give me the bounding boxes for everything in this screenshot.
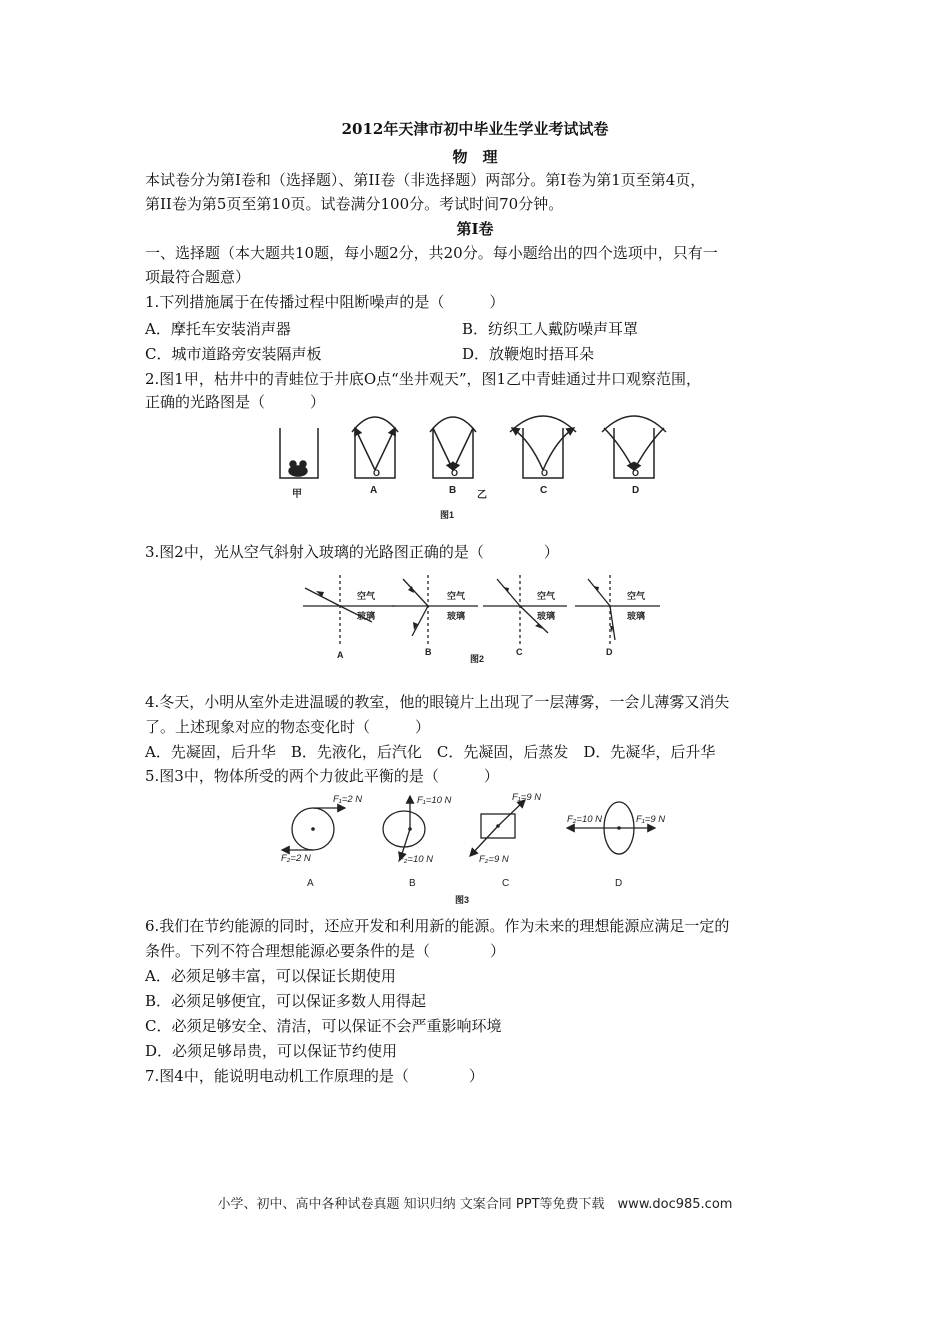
fig2-air-d: 空气 [627,591,646,601]
fig1-point-d: O [632,468,640,478]
fig3-d-f1: F₁=9 N [636,814,666,825]
fig3-b-f1: F₁=10 N [417,795,452,806]
fig2-label-c: C [516,647,523,657]
fig3-label-c: C [502,878,510,889]
figure-3 [270,786,690,906]
q2-stem-2: 正确的光路图是（ ） [145,393,326,411]
q1-option-a: A．摩托车安装消声器 [145,320,291,338]
fig2-glass-b: 玻璃 [447,611,466,621]
page-footer: 小学、初中、高中各种试卷真题 知识归纳 文案合同 PPT等免费下载 www.doc985.com [217,1197,733,1212]
q4-stem-1: 4.冬天，小明从室外走进温暖的教室，他的眼镜片上出现了一层薄雾，一会儿薄雾又消失 [145,693,730,711]
part1-line-2: 项最符合题意） [145,268,251,286]
q5-stem: 5.图3中，物体所受的两个力彼此平衡的是（ ） [145,767,499,785]
q4-options: A．先凝固，后升华 B．先液化，后汽化 C．先凝固，后蒸发 D．先凝华，后升华 [145,743,716,761]
fig2-glass-c: 玻璃 [537,611,556,621]
fig3-c-f2: F₂=9 N [479,854,509,865]
fig1-label-jia: 甲 [292,489,302,500]
intro-line-1: 本试卷分为第I卷和（选择题）、第II卷（非选择题）两部分。第I卷为第1页至第4页， [145,171,706,189]
fig1-label-c: C [540,485,548,496]
fig2-label-d: D [606,647,613,657]
figure-2 [300,566,670,666]
subject-title: 物 理 [452,148,498,166]
fig3-label-b: B [409,878,416,889]
q6-stem-2: 条件。下列不符合理想能源必要条件的是（ ） [145,942,506,960]
q7-stem: 7.图4中，能说明电动机工作原理的是（ ） [145,1067,484,1085]
fig1-label-a: A [370,485,378,496]
q6-stem-1: 6.我们在节约能源的同时，还应开发和利用新的能源。作为未来的理想能源应满足一定的 [145,917,730,935]
fig3-d-f2: F₂=10 N [567,814,603,825]
part1-line-1: 一、选择题（本大题共10题，每小题2分，共20分。每小题给出的四个选项中，只有一 [145,244,718,262]
q2-stem-1: 2.图1甲，枯井中的青蛙位于井底O点“坐井观天”，图1乙中青蛙通过井口观察范围， [145,370,702,388]
fig3-label-a: A [307,878,314,889]
fig2-glass-d: 玻璃 [627,611,646,621]
q6-option-d: D．必须足够昂贵，可以保证节约使用 [145,1042,398,1060]
q6-option-b: B．必须足够便宜，可以保证多数人用得起 [145,992,427,1010]
fig1-caption: 图1 [440,510,455,520]
q6-option-c: C．必须足够安全、清洁，可以保证不会严重影响环境 [145,1017,502,1035]
section-title: 第I卷 [456,220,494,238]
fig1-label-yi: 乙 [477,490,487,501]
q3-stem: 3.图2中，光从空气斜射入玻璃的光路图正确的是（ ） [145,543,559,561]
fig1-point-c: O [541,468,549,478]
fig2-air-c: 空气 [537,591,556,601]
fig2-glass-a: 玻璃 [357,611,376,621]
q4-stem-2: 了。上述现象对应的物态变化时（ ） [145,718,431,736]
fig3-label-d: D [615,878,623,889]
fig3-a-f2: F₂=2 N [281,853,311,864]
fig3-caption: 图3 [455,895,470,905]
fig2-label-a: A [337,650,344,660]
exam-title: 2012年天津市初中毕业生学业考试试卷 [341,120,609,138]
fig1-point-b: O [451,468,459,478]
fig1-point-a: O [373,468,381,478]
fig2-caption: 图2 [470,654,485,664]
q1-stem: 1.下列措施属于在传播过程中阻断噪声的是（ ） [145,293,505,311]
q6-option-a: A．必须足够丰富，可以保证长期使用 [145,967,396,985]
fig3-c-f1: F₁=9 N [512,792,542,803]
fig2-label-b: B [425,647,432,657]
figure-1 [270,412,690,524]
fig1-label-d: D [632,485,640,496]
q1-option-d: D．放鞭炮时捂耳朵 [462,345,595,363]
q1-option-c: C．城市道路旁安装隔声板 [145,345,322,363]
fig1-label-b: B [449,485,457,496]
fig2-air-a: 空气 [357,591,376,601]
frog-icon [289,461,307,476]
fig2-air-b: 空气 [447,591,466,601]
fig3-b-f2: F₂=10 N [398,854,434,865]
intro-line-2: 第II卷为第5页至第10页。试卷满分100分。考试时间70分钟。 [145,195,564,213]
fig3-a-f1: F₁=2 N [333,794,363,805]
q1-option-b: B．纺织工人戴防噪声耳罩 [462,320,639,338]
